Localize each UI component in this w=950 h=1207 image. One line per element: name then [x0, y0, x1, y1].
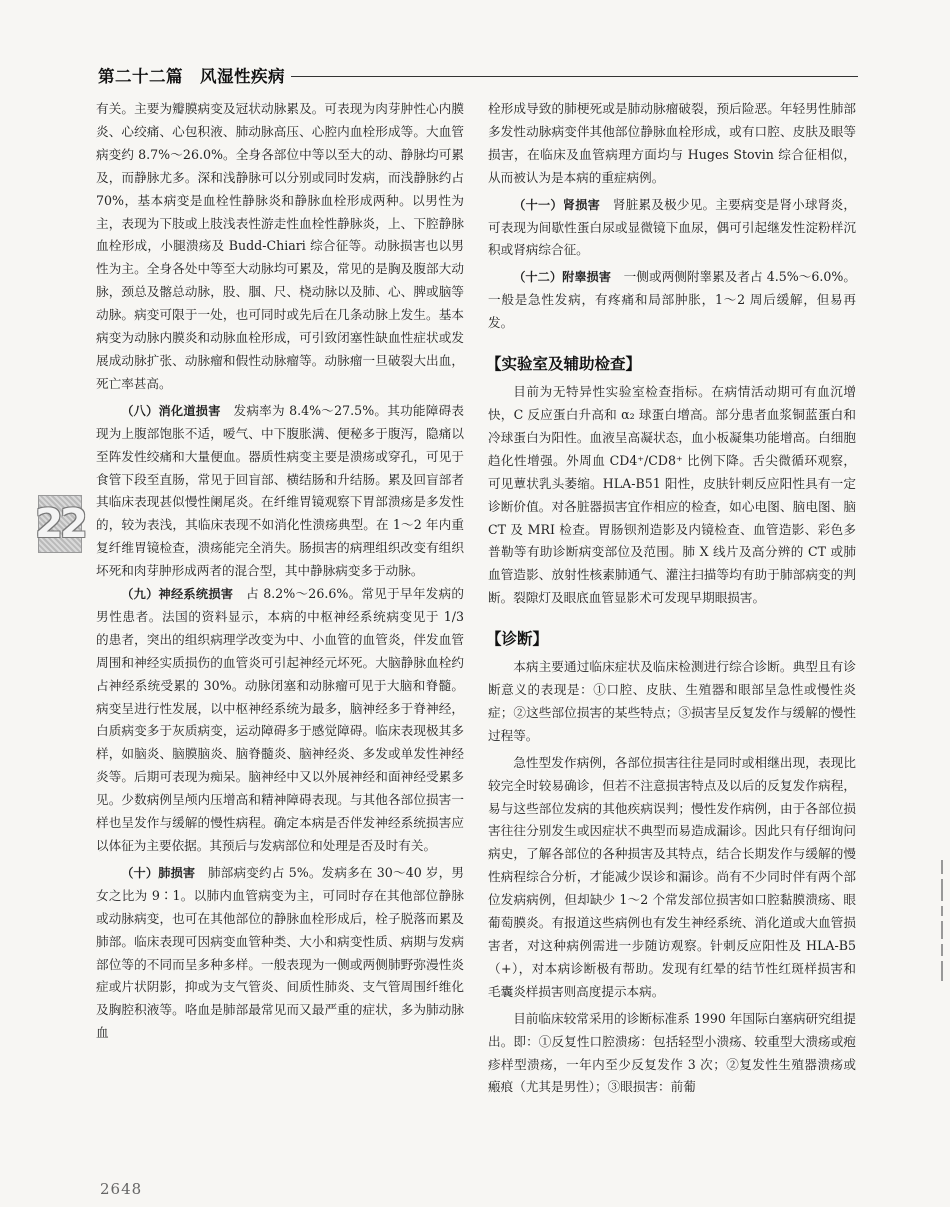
subheading: （十一）肾损害 [513, 197, 601, 212]
section-title: 第二十二篇 风湿性疾病 [98, 67, 285, 86]
paragraph: 有关。主要为瓣膜病变及冠状动脉累及。可表现为肉芽肿性心内膜炎、心绞痛、心包积液、肺动脉高压、心腔内血栓形成等。大血管病变约 8.7%～26.0%。全身各部位中等以至大的动、静脉均可累及，而静脉尤多。深和浅静脉可以分别或同时发病，而浅静脉约占 70%，基本病变是血栓性静脉炎和静脉血栓形成两种。以男性为主，表现为下肢或上肢浅表性游走性血栓性静脉炎，上、下腔静脉血栓形成，小腿溃疡及 Budd-Chiari 综合征等。动脉损害也以男性为主。全身各处中等至大动脉均可累及，常见的是胸及腹部大动脉，颈总及髂总动脉，股、腘、尺、桡动脉以及肺、心、脾或脑等动脉。病变可限于一处，也可同时或先后在几条动脉上发生。基本病变为动脉内膜炎和动脉血栓形成，可引致闭塞性缺血性症状或发展成动脉扩张、动脉瘤和假性动脉瘤等。动脉瘤一旦破裂大出血，死亡率甚高。 [96, 101, 464, 391]
paragraph-diagnosis-2: 急性型发作病例，各部位损害往往是同时或相继出现，表现比较完全时较易确诊，但若不注意损害特点及以后的反复发作病程，易与这些部位发病的其他疾病误判；慢性发作病例，由于各部位损害往往分别发生或因症状不典型而易造成漏诊。因此只有仔细询问病史，了解各部位的各种损害及其特点，结合长期发作与缓解的慢性病程综合分析，才能减少误诊和漏诊。尚有不少同时伴有两个部位发病病例，但却缺少 1～2 个常发部位损害如口腔黏膜溃疡、眼葡萄膜炎。有报道这些病例也有发生神经系统、消化道或大血管损害者，对这种病例需进一步随访观察。针刺反应阳性及 HLA-B5（+），对本病诊断极有帮助。发现有红晕的结节性红斑样损害和毛囊炎样损害则高度提示本病。 [488, 754, 856, 999]
paragraph-lab: 目前为无特异性实验室检查指标。在病情活动期可有血沉增快，C 反应蛋白升高和 α₂ 球蛋白增高。部分患者血浆铜蓝蛋白和冷球蛋白为阳性。血液呈高凝状态，血小板凝集功能增高。白细胞趋化性增强。外周血 CD4⁺/CD8⁺ 比例下降。舌尖微循环观察，可见蕈状乳头萎缩。HLA-B51 阳性，皮肤针刺反应阳性具有一定诊断价值。对各脏器损害宜作相应的检查，如心电图、脑电图、脑 CT 及 MRI 检查。胃肠钡剂造影及内镜检查、血管造影、彩色多普勒等有助诊断病变部位及范围。肺 X 线片及高分辨的 CT 或肺血管造影、放射性核素肺通气、灌注扫描等均有助于肺部病变的判断。裂隙灯及眼底血管显影术可发现早期眼损害。 [488, 384, 856, 606]
page-number: 2648 [100, 1180, 143, 1198]
paragraph-diagnosis-3: 目前临床较常采用的诊断标准系 1990 年国际白塞病研究组提出。即：①反复性口腔溃疡：包括轻型小溃疡、较重型大溃疡或疱疹样型溃疡，一年内至少反复发作 3 次；②复发性生殖器溃疡或瘢痕（尤其是男性）；③眼损害：前葡 [488, 1010, 856, 1095]
paragraph: 栓形成导致的肺梗死或是肺动脉瘤破裂，预后险恶。年轻男性肺部多发性动脉病变伴其他部位静脉血栓形成，或有口腔、皮肤及眼等损害，在临床及血管病理方面均与 Huges Stovin 综合征相似，从而被认为是本病的重症病例。 [488, 101, 856, 185]
subheading: （十二）附睾损害 [513, 270, 612, 285]
paragraph-nervous [96, 583, 464, 858]
paragraph-text: 发病率为 8.4%～27.5%。其功能障碍表现为上腹部饱胀不适，嗳气、中下腹胀满、便秘多于腹泻，隐痛以至阵发性绞痛和大量便血。器质性病变主要是溃疡或穿孔，可见于食管下段至直肠，常见于回盲部、横结肠和升结肠。累及回盲部者其临床表现甚似慢性阑尾炎。在纤维胃镜观察下胃部溃疡是多发性的，较为表浅，其临床表现不如消化性溃疡典型。在 1～2 年内重复纤维胃镜检查，溃疡能完全消失。肠损害的病理组织改变有组织坏死和肉芽肿形成两者的混合型，其中静脉病变多于动脉。 [96, 402, 465, 579]
header-rule [291, 76, 858, 77]
paragraph-digestive [96, 400, 464, 583]
heading-lab-tests: 【实验室及辅助检查】 [486, 355, 642, 374]
left-column [96, 98, 464, 1045]
chapter-tab [35, 495, 85, 553]
heading-diagnosis: 【诊断】 [486, 630, 549, 649]
paragraph-lung [96, 862, 464, 1045]
paragraph-text: 肾脏累及极少见。主要病变是肾小球肾炎，可表现为间歇性蛋白尿或显微镜下血尿，偶可引起继发性淀粉样沉积或肾病综合征。 [488, 196, 857, 258]
subheading: （八）消化道损害 [121, 403, 221, 418]
paragraph-text: 占 8.2%～26.6%。常见于早年发病的男性患者。法国的资料显示，本病的中枢神经系统病变见于 1/3 的患者，突出的组织病理学改变为中、小血管的血管炎，伴发血管周围和神经实质损伤的血管炎可引起神经元坏死。大脑静脉血栓约占神经系统受累的 30%。动脉闭塞和动脉瘤可见于大脑和脊髓。病变呈进行性发展，以中枢神经系统为最多，脑神经多于脊神经，白质病变多于灰质病变，运动障碍多于感觉障碍。临床表现极其多样，如脑炎、脑膜脑炎、脑脊髓炎、脑神经炎、多发或单发性神经炎等。后期可表现为痴呆。脑神经中又以外展神经和面神经受累多见。少数病例呈颅内压增高和精神障碍表现。与其他各部位损害一样也呈发作与缓解的慢性病程。确定本病是否伴发神经系统损害应以体征为主要依据。其预后与发病部位和处理是否及时有关。 [96, 586, 464, 853]
chapter-number: 22 [35, 501, 85, 547]
paragraph-epididymis [488, 266, 856, 335]
paragraph-text: 一侧或两侧附睾累及者占 4.5%～6.0%。一般是急性发病，有疼痛和局部肿胀，1～2 周后缓解，但易再发。 [488, 269, 857, 331]
paragraph-text: 肺部病变约占 5%。发病多在 30～40 岁，男女之比为 9∶1。以肺内血管病变为主，可同时存在其他部位静脉或动脉病变，也可在其他部位的静脉血栓形成后，栓子脱落而累及肺部。临床表现可因病变血管种类、大小和病变性质、病期与发病部位等的不同而呈多种多样。一般表现为一侧或两侧肺野弥漫性炎症或片状阴影，抑或为支气管炎、间质性肺炎、支气管周围纤维化及胸腔积液等。咯血是肺部最常见而又最严重的症状，多为肺动脉血 [96, 864, 465, 1041]
right-column [488, 98, 856, 1099]
edge-marks [938, 860, 946, 1010]
paragraph-diagnosis-1: 本病主要通过临床症状及临床检测进行综合诊断。典型且有诊断意义的表现是：①口腔、皮肤、生殖器和眼部呈急性或慢性炎症；②这些部位损害的某些特点；③损害呈反复发作与缓解的慢性过程等。 [488, 659, 856, 743]
paragraph-kidney [488, 194, 856, 263]
subheading: （十）肺损害 [121, 865, 196, 880]
subheading: （九）神经系统损害 [121, 587, 234, 602]
running-header [98, 62, 858, 88]
